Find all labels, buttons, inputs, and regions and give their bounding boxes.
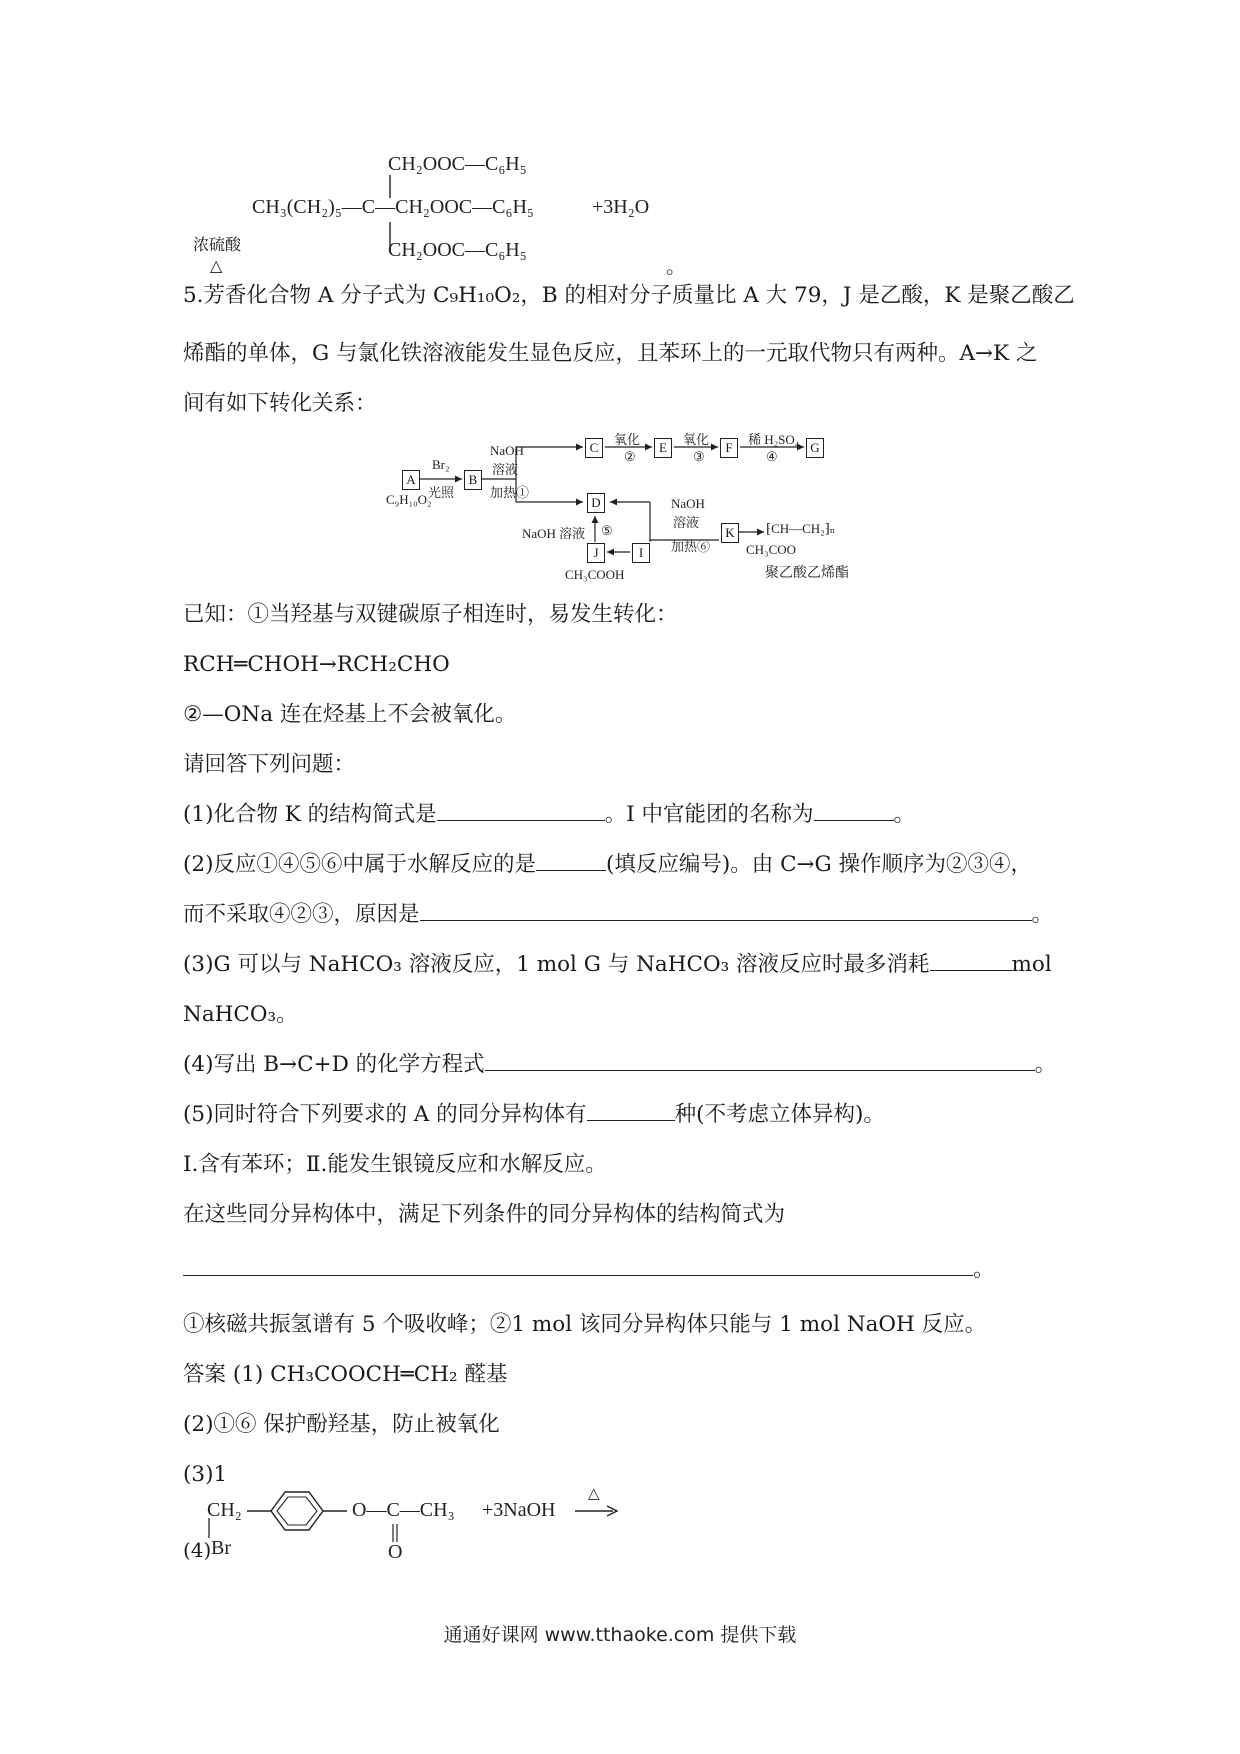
solution-label-1: 溶液 (492, 462, 519, 477)
sub-question-3-line-1: (3)G 可以与 NaHCO₃ 溶液反应，1 mol G 与 NaHCO₃ 溶液反应时最多消耗 mol (183, 952, 1052, 977)
reaction-diagram (386, 432, 886, 592)
compound-a-box: A (402, 470, 420, 490)
ester-row-1: CH₂OOC—C₆H₅ (388, 153, 527, 175)
page-footer: 通通好课网 www.tthaoke.com 提供下载 (443, 1624, 797, 1646)
question-5-line-3: 间有如下转化关系： (183, 391, 377, 416)
compound-i-box: I (632, 543, 650, 563)
sub-question-2-line-1: (2)反应①④⑤⑥中属于水解反应的是 (填反应编号)。由 C→G 操作顺序为②③④， (183, 852, 1033, 877)
answer-4-chain: O—C—CH₃ (352, 1499, 455, 1521)
acetic-acid-label: CH₃COOH (565, 567, 625, 582)
answer-3: (3)1 (183, 1462, 228, 1487)
compound-b-box: B (464, 470, 482, 490)
known-line-3: ②—ONa 连在烃基上不会被氧化。 (183, 702, 517, 727)
polymer-formula: ⁅CH—CH₂⁆ₙ (766, 521, 836, 536)
dilute-h2so4-label: 稀 H₂SO₄ (748, 432, 800, 447)
answer-1: 答案 (1) CH₃COOCH═CH₂ 醛基 (183, 1362, 508, 1387)
ester-row-2: CH₃(CH₂)₅—C—CH₂OOC—C₆H₅ (252, 196, 534, 218)
compound-k-box: K (721, 523, 739, 543)
heat-triangle-icon: △ (210, 256, 223, 275)
ester-row-3: CH₂OOC—C₆H₅ (388, 239, 527, 261)
answer-blank[interactable] (536, 852, 606, 871)
reaction-arrow-icon (575, 1505, 619, 1517)
step-2-label: ② (624, 449, 636, 464)
known-line-2: RCH═CHOH→RCH₂CHO (183, 652, 450, 677)
heat-label-6: 加热⑥ (671, 539, 711, 554)
answer-blank[interactable] (183, 1257, 973, 1276)
compound-g-box: G (806, 438, 824, 458)
answer-blank[interactable] (437, 802, 605, 821)
sub-question-2-line-2: 而不采取④②③，原因是 。 (183, 902, 1054, 927)
known-line-1: 已知：①当羟基与双键碳原子相连时，易发生转化： (183, 602, 678, 627)
compound-e-box: E (654, 438, 672, 458)
compound-f-box: F (720, 438, 738, 458)
known-line-4: 请回答下列问题： (183, 752, 356, 777)
step-4-label: ④ (766, 449, 778, 464)
answer-blank[interactable] (930, 952, 1012, 971)
answer-2: (2)①⑥ 保护酚羟基，防止被氧化 (183, 1412, 500, 1437)
period-mark: 。 (666, 254, 686, 278)
answer-4-ch2: CH₂ (207, 1499, 242, 1521)
heat-label-1: 加热① (490, 485, 530, 500)
solution-label-6: 溶液 (673, 515, 700, 530)
heat-triangle-icon: △ (588, 1484, 600, 1502)
sub-question-1: (1)化合物 K 的结构简式是 。I 中官能团的名称为 。 (183, 802, 916, 827)
compound-c-box: C (585, 438, 603, 458)
br2-label: Br₂ (432, 457, 450, 472)
oxidation-label-3: 氧化 (683, 432, 710, 447)
answer-blank[interactable] (814, 802, 894, 821)
step-3-label: ③ (693, 449, 705, 464)
polymer-name: 聚乙酸乙烯酯 (765, 566, 849, 581)
question-5-line-2: 烯酯的单体，G 与氯化铁溶液能发生显色反应，且苯环上的一元取代物只有两种。A→K 之 (183, 341, 1038, 366)
answer-4-carbonyl-o: O (388, 1541, 403, 1563)
sub-question-5-line-2: Ⅰ.含有苯环；Ⅱ.能发生银镜反应和水解反应。 (183, 1152, 607, 1177)
sub-question-5-line-3: 在这些同分异构体中，满足下列条件的同分异构体的结构简式为 (183, 1202, 786, 1227)
answer-blank[interactable] (420, 902, 1032, 921)
answer-4-naoh: +3NaOH (482, 1499, 556, 1521)
ester-plus-water: +3H₂O (592, 196, 650, 218)
sub-question-5-line-4: 。 (183, 1255, 995, 1285)
naoh-label-6: NaOH (671, 496, 705, 511)
sub-question-5-line-5: ①核磁共振氢谱有 5 个吸收峰；②1 mol 该同分异构体只能与 1 mol NaOH 反应。 (183, 1312, 987, 1337)
sub-question-3-line-2: NaHCO₃。 (183, 1002, 298, 1027)
polymer-sidechain: CH₃COO (746, 542, 797, 557)
light-label: 光照 (428, 485, 455, 500)
naoh-solution-label-5: NaOH 溶液 (522, 526, 586, 541)
question-5-line-1: 5.芳香化合物 A 分子式为 C₉H₁₀O₂，B 的相对分子质量比 A 大 79，J 是乙酸，K 是聚乙酸乙 (183, 283, 1075, 308)
conc-sulfuric-acid-label: 浓硫酸 (193, 235, 242, 254)
answer-4-label: (4) (183, 1538, 212, 1562)
naoh-label-1: NaOH (490, 443, 524, 458)
answer-blank[interactable] (485, 1052, 1035, 1071)
step-5-label: ⑤ (601, 523, 613, 538)
compound-a-formula: C₉H₁₀O₂ (386, 492, 432, 507)
sub-question-5-line-1: (5)同时符合下列要求的 A 的同分异构体有 种(不考虑立体异构)。 (183, 1102, 885, 1127)
answer-4-br: Br (211, 1537, 231, 1559)
compound-j-box: J (587, 543, 605, 563)
answer-blank[interactable] (587, 1102, 675, 1121)
compound-d-box: D (587, 493, 605, 513)
oxidation-label-2: 氧化 (614, 432, 641, 447)
sub-question-4: (4)写出 B→C+D 的化学方程式 。 (183, 1052, 1057, 1077)
